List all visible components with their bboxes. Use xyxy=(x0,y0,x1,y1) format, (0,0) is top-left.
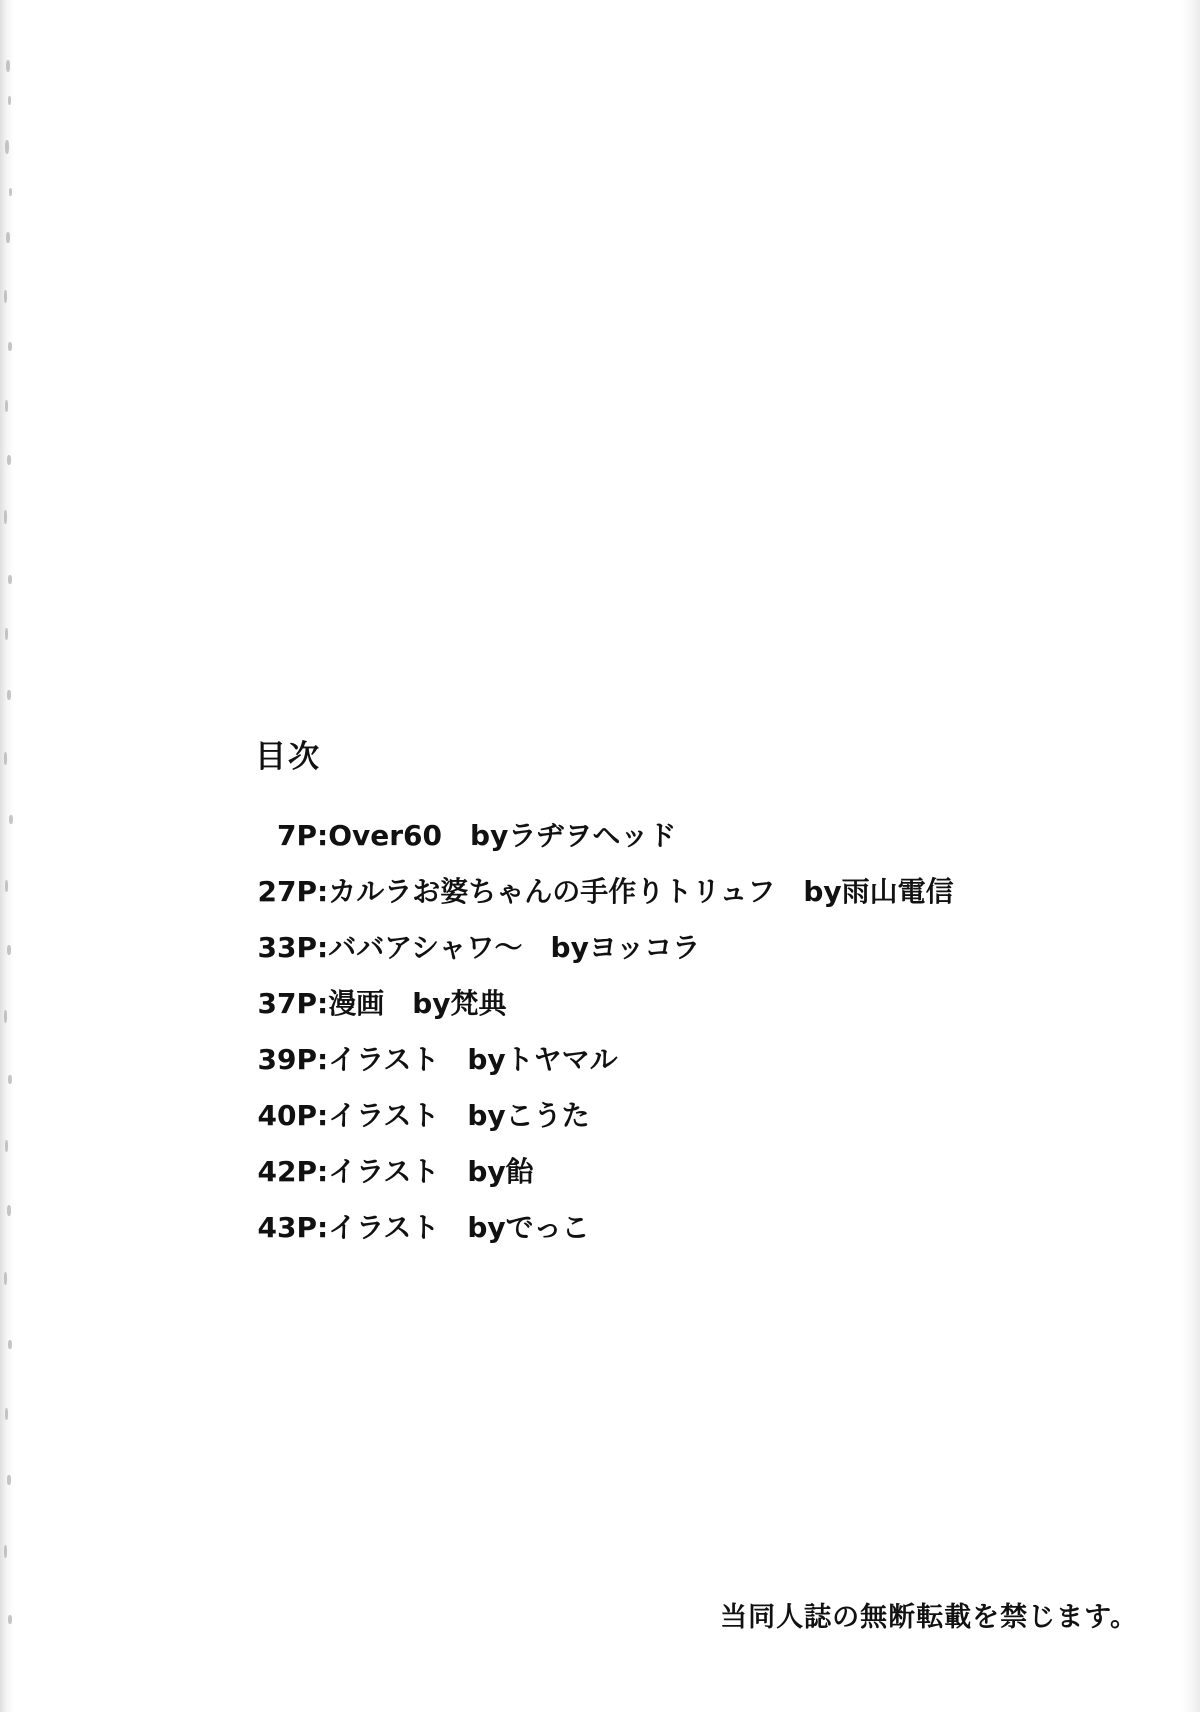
toc-entry-title: カルラお婆ちゃんの手作りトリュフ by雨山電信 xyxy=(328,875,954,909)
list-item xyxy=(255,931,1055,965)
scan-speck xyxy=(6,60,10,72)
toc-entry-title: イラスト byでっこ xyxy=(328,1211,590,1245)
toc-entry-title: イラスト byこうた xyxy=(328,1099,590,1133)
scan-speck xyxy=(7,1475,11,1485)
list-item xyxy=(255,819,1055,853)
toc-separator: : xyxy=(317,875,329,909)
scan-speck xyxy=(8,575,12,584)
scan-speck xyxy=(8,1340,12,1349)
scan-speck xyxy=(5,1140,8,1152)
scan-speck xyxy=(7,1205,11,1216)
scan-speck xyxy=(8,1615,12,1624)
scan-speck xyxy=(8,96,11,105)
list-item xyxy=(255,1099,1055,1133)
scan-edge-left xyxy=(0,0,14,1712)
toc-entry-title: イラスト by飴 xyxy=(328,1155,534,1189)
table-of-contents xyxy=(255,740,1055,1270)
toc-page-number: 42P xyxy=(257,1155,317,1189)
toc-separator: : xyxy=(317,987,329,1021)
scan-speck xyxy=(8,1075,12,1084)
scan-speck xyxy=(4,290,7,303)
scan-speck xyxy=(5,628,8,640)
scan-speck xyxy=(7,945,11,955)
toc-entry-title: ババアシャワ〜 byヨッコラ xyxy=(328,931,701,965)
scan-speck xyxy=(4,1545,7,1558)
toc-page-number: 33P xyxy=(257,931,317,965)
scan-speck xyxy=(4,510,7,524)
list-item xyxy=(255,987,1055,1021)
toc-page-number: 37P xyxy=(257,987,317,1021)
toc-entry-title: イラスト byトヤマル xyxy=(328,1043,618,1077)
toc-entry-title: 漫画 by梵典 xyxy=(328,987,507,1021)
scan-speck xyxy=(7,455,11,465)
toc-separator: : xyxy=(317,1099,329,1133)
scan-speck xyxy=(4,1010,7,1023)
page-title: 目次 xyxy=(255,739,321,775)
toc-page-number: 39P xyxy=(257,1043,317,1077)
toc-separator: : xyxy=(317,1043,329,1077)
list-item xyxy=(255,1043,1055,1077)
toc-separator: : xyxy=(317,931,329,965)
toc-separator: : xyxy=(317,1155,329,1189)
scan-speck xyxy=(9,188,12,196)
copyright-notice: 当同人誌の無断転載を禁じます。 xyxy=(720,1602,1138,1633)
scan-speck xyxy=(4,1272,7,1285)
list-item xyxy=(255,1211,1055,1245)
toc-page-number: 7P xyxy=(276,819,317,853)
scan-speck xyxy=(7,690,11,700)
scan-speck xyxy=(5,880,8,892)
toc-page-number: 40P xyxy=(257,1099,317,1133)
scan-speck xyxy=(4,752,7,765)
scan-speck xyxy=(9,815,13,824)
list-item xyxy=(255,875,1055,909)
scan-speck xyxy=(5,400,8,412)
toc-separator: : xyxy=(317,1211,329,1245)
scan-speck xyxy=(6,232,10,243)
list-item xyxy=(255,1155,1055,1189)
toc-page-number: 43P xyxy=(257,1211,317,1245)
toc-page-number: 27P xyxy=(257,875,317,909)
toc-list xyxy=(255,819,1055,1245)
scan-speck xyxy=(5,1408,8,1420)
scan-edge-right xyxy=(1182,0,1200,1712)
scan-speck xyxy=(8,342,12,351)
toc-separator: : xyxy=(317,819,329,853)
toc-entry-title: Over60 byラヂヲヘッド xyxy=(328,819,677,853)
scan-speck xyxy=(5,140,9,154)
